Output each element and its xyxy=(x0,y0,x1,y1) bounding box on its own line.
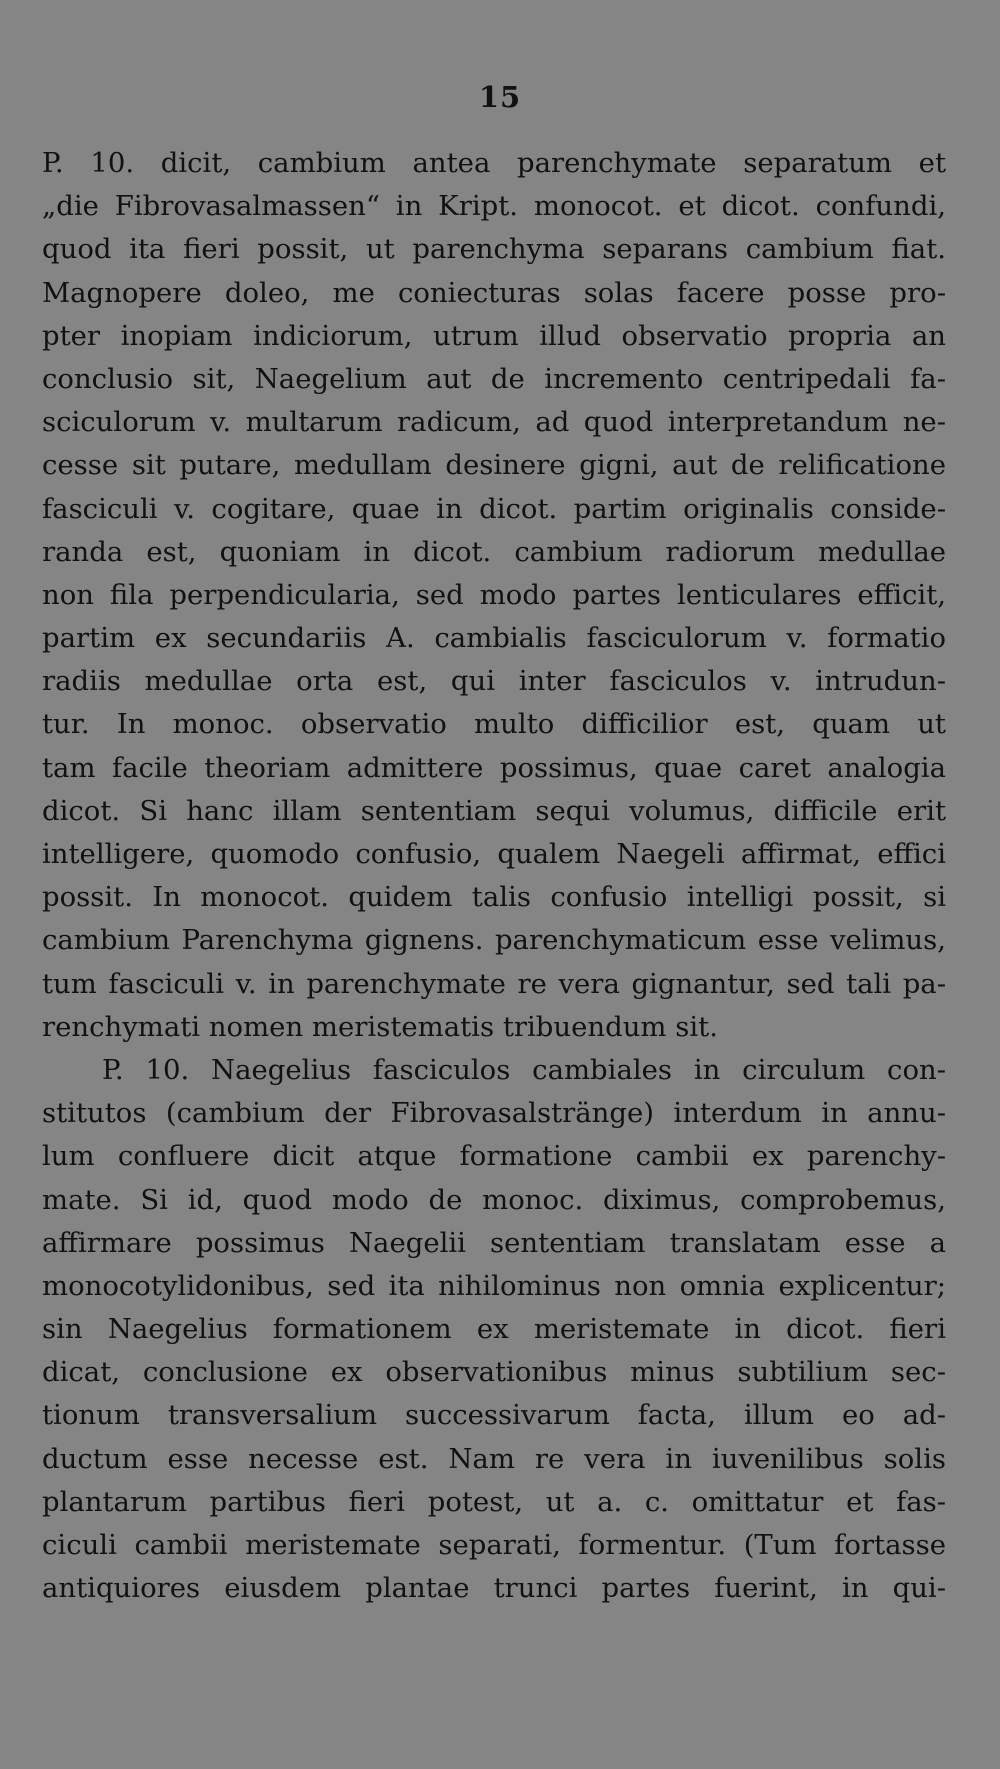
text-line: tionum transversalium successivarum facta, illum eo ad- xyxy=(42,1399,946,1432)
text-line: P. 10. dicit, cambium antea parenchymate separatum et xyxy=(42,147,946,179)
text-line: radiis medullae orta est, qui inter fasciculos v. intrudun- xyxy=(42,665,946,698)
text-line: pter inopiam indiciorum, utrum illud observatio propria an xyxy=(42,319,946,352)
text-line: possit. In monocot. quidem talis confusio intelligi possit, si xyxy=(42,881,946,914)
text-line: monocotylidonibus, sed ita nihilominus non omnia explicentur; xyxy=(42,1269,946,1302)
text-line: affirmare possimus Naegelii sententiam translatam esse a xyxy=(42,1226,946,1259)
text-line: cesse sit putare, medullam desinere gigni, aut de relificatione xyxy=(42,449,946,482)
text-line: stitutos (cambium der Fibrovasalstränge) interdum in annu- xyxy=(42,1097,946,1130)
text-line: sin Naegelius formationem ex meristemate in dicot. fieri xyxy=(42,1313,946,1346)
text-line: lum confluere dicit atque formatione cambii ex parenchy- xyxy=(42,1140,946,1173)
text-line: mate. Si id, quod modo de monoc. diximus, comprobemus, xyxy=(42,1183,946,1216)
page-number: 15 xyxy=(478,80,522,114)
text-line: tum fasciculi v. in parenchymate re vera gignantur, sed tali pa- xyxy=(42,967,946,1000)
text-line: ciculi cambii meristemate separati, formentur. (Tum fortasse xyxy=(42,1529,946,1561)
text-line: fasciculi v. cogitare, quae in dicot. partim originalis conside- xyxy=(42,492,946,525)
text-line: ductum esse necesse est. Nam re vera in iuvenilibus solis xyxy=(42,1442,946,1475)
text-line: dicat, conclusione ex observationibus minus subtilium sec- xyxy=(42,1356,946,1389)
text-line: P. 10. Naegelius fasciculos cambiales in circulum con- xyxy=(102,1053,946,1086)
text-line: dicot. Si hanc illam sententiam sequi volumus, difficile erit xyxy=(42,794,946,827)
text-line: non fila perpendicularia, sed modo partes lenticulares efficit, xyxy=(42,578,946,611)
text-line: renchymati nomen meristematis tribuendum sit. xyxy=(42,1010,718,1043)
text-line: Magnopere doleo, me coniecturas solas facere posse pro- xyxy=(42,276,946,309)
text-line: conclusio sit, Naegelium aut de incremento centripedali fa- xyxy=(42,362,946,395)
text-line: antiquiores eiusdem plantae trunci partes fuerint, in qui- xyxy=(42,1572,946,1605)
text-line: tam facile theoriam admittere possimus, quae caret analogia xyxy=(42,751,946,784)
text-line: sciculorum v. multarum radicum, ad quod interpretandum ne- xyxy=(42,406,946,439)
text-line: cambium Parenchyma gignens. parenchymaticum esse velimus, xyxy=(42,924,946,957)
text-line: tur. In monoc. observatio multo difficilior est, quam ut xyxy=(42,708,946,741)
text-line: „die Fibrovasalmassen“ in Kript. monocot. et dicot. confundi, xyxy=(42,190,946,223)
body-text xyxy=(42,142,946,1610)
text-line: plantarum partibus fieri potest, ut a. c. omittatur et fas- xyxy=(42,1485,946,1518)
text-line: randa est, quoniam in dicot. cambium radiorum medullae xyxy=(42,535,946,568)
text-line: intelligere, quomodo confusio, qualem Naegeli affirmat, effici xyxy=(42,838,946,870)
text-line: partim ex secundariis A. cambialis fasciculorum v. formatio xyxy=(42,622,946,655)
text-line: quod ita fieri possit, ut parenchyma separans cambium fiat. xyxy=(42,233,946,266)
